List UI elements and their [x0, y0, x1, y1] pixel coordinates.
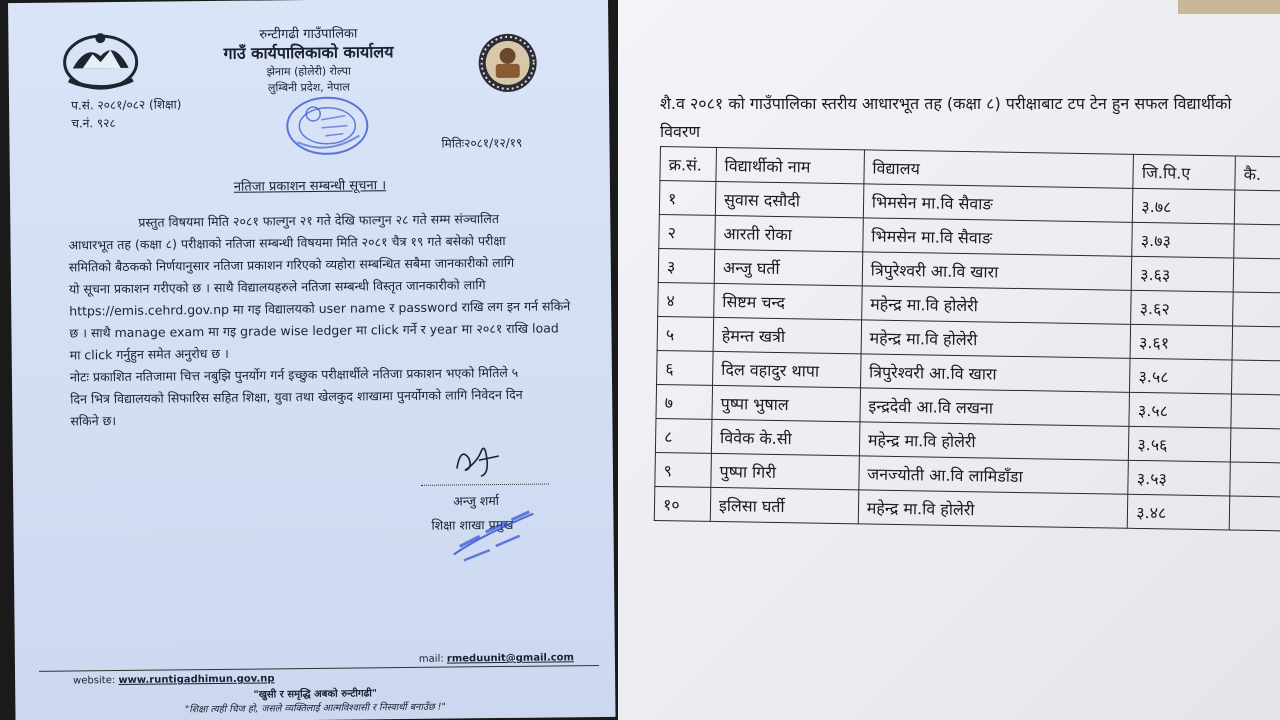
cell-school: जनज्योती आ.वि लामिडाँडा	[859, 456, 1129, 494]
dispatch-number: च.नं. ९२८	[71, 116, 116, 131]
footer-mail: mail: rmeduunit@gmail.com	[418, 652, 575, 665]
cell-serial: ९	[655, 452, 712, 487]
cell-gpa: ३.५६	[1129, 426, 1231, 462]
signature-stamp-icon	[449, 506, 538, 563]
cell-gpa: ३.५८	[1130, 358, 1232, 394]
cell-remarks	[1229, 496, 1280, 531]
reference-number: प.सं. २०८१/०८२ (शिक्षा)	[71, 97, 182, 113]
cell-school: इन्द्रदेवी आ.वि लखना	[860, 388, 1130, 426]
cell-name: दिल वहादुर थापा	[713, 351, 861, 387]
cell-serial: ८	[655, 418, 712, 453]
cell-remarks	[1230, 428, 1280, 463]
signer-title: शिक्षा शाखा प्रमुख	[431, 516, 514, 533]
cell-serial: ५	[657, 316, 714, 351]
body-line: छ । साथै manage exam मा गइ grade wise ledger मा click गर्ने र year मा २०८१ राखि load	[69, 320, 559, 341]
office-stamp-icon	[277, 91, 378, 162]
cell-serial: ६	[657, 350, 714, 385]
results-page	[618, 0, 1280, 720]
results-table	[654, 146, 1280, 532]
cell-name: विवेक के.सी	[711, 419, 859, 455]
cell-school: भिमसेन मा.वि सैवाङ	[863, 184, 1133, 222]
footer-website: website: www.runtigadhimun.gov.np	[73, 673, 275, 687]
results-table-wrapper	[654, 146, 1280, 532]
header-remarks: कै.	[1235, 156, 1280, 191]
body-line: आधारभूत तह (कक्षा ८) परीक्षाको नतिजा सम्बन्धी विषयमा मिति २०८१ चैत्र १९ गते बसेको परीक्षा	[68, 232, 506, 253]
background-strip	[1178, 0, 1280, 14]
cell-remarks	[1233, 292, 1280, 327]
cell-name: अन्जु घर्ती	[714, 249, 862, 285]
cell-name: सिष्टम चन्द	[714, 283, 862, 319]
body-line: यो सूचना प्रकाशन गरीएको छ । साथै विद्यालयहरुले नतिजा सम्बन्धी विस्तृत जानकारीको लागि	[68, 277, 486, 297]
signer-name: अन्जु शर्मा	[453, 493, 500, 509]
cell-remarks	[1234, 190, 1280, 225]
cell-school: महेन्द्र मा.वि होलेरी	[861, 320, 1131, 358]
cell-serial: १	[659, 181, 716, 216]
cell-gpa: ३.७८	[1133, 188, 1235, 224]
body-line: नोटः प्रकाशित नतिजामा चित्त नबुझि पुनर्योग गर्न इच्छुक परीक्षार्थीले नतिजा प्रकाशन भएको मितिले ५	[69, 364, 519, 385]
cell-name: हेमन्त खत्री	[713, 317, 861, 353]
cell-school: त्रिपुरेश्वरी आ.वि खारा	[862, 252, 1132, 290]
address-line-2: लुम्बिनी प्रदेश, नेपाल	[267, 80, 350, 95]
notice-subject: नतिजा प्रकाशन सम्बन्धी सूचना ।	[233, 178, 387, 195]
cell-school: भिमसेन मा.वि सैवाङ	[863, 218, 1133, 256]
cell-name: पुष्पा गिरी	[711, 453, 859, 489]
body-line: सकिने छ।	[70, 413, 117, 429]
cell-remarks	[1232, 360, 1280, 395]
mail-link[interactable]: rmeduunit@gmail.com	[446, 652, 575, 665]
footer-slogan: "खुसी र समृद्धि अबको रुन्टीगढी"	[253, 688, 378, 701]
cell-serial: २	[659, 214, 716, 249]
cell-school: महेन्द्र मा.वि होलेरी	[861, 286, 1131, 324]
results-heading: शै.व २०८१ को गाउँपालिका स्तरीय आधारभूत तह (कक्षा ८) परीक्षाबाट टप टेन हुन सफल विद्यार्थीको	[660, 94, 1232, 113]
municipality-name: रुन्टीगढी गाउँपालिका	[259, 26, 358, 43]
office-name: गाउँ कार्यपालिकाको कार्यालय	[223, 42, 394, 63]
cell-gpa: ३.५३	[1128, 460, 1230, 496]
signature-icon	[451, 438, 503, 481]
website-link[interactable]: www.runtigadhimun.gov.np	[118, 673, 275, 687]
cell-gpa: ३.५८	[1129, 392, 1231, 428]
header-school: विद्यालय	[864, 150, 1134, 188]
body-line: दिन भित्र विद्यालयको सिफारिस सहित शिक्षा, युवा तथा खेलकुद शाखामा पुनर्योगको लागि निवेदन दिन	[70, 386, 523, 407]
cell-name: पुष्पा भुषाल	[712, 385, 860, 421]
cell-serial: ३	[658, 248, 715, 283]
cell-name: आरती रोका	[715, 215, 863, 251]
cell-school: महेन्द्र मा.वि होलेरी	[858, 490, 1128, 528]
header-gpa: जि.पि.ए	[1133, 154, 1235, 190]
results-heading-continued: विवरण	[660, 122, 701, 141]
cell-gpa: ३.७३	[1132, 222, 1234, 258]
cell-school: महेन्द्र मा.वि होलेरी	[859, 422, 1129, 460]
footer-quote: "शिक्षा त्यही चिज हो, जसले व्यक्तिलाई आत्मविश्वासी र निस्वार्थी बनाउँछ !"	[184, 701, 447, 716]
cell-serial: १०	[654, 486, 711, 521]
notice-page	[8, 0, 616, 720]
notice-date: मितिः२०८१/१२/१९	[441, 135, 523, 151]
address-line-1: झेनाम (होलेरी) रोल्पा	[266, 64, 351, 79]
cell-name: सुवास दसौदी	[715, 181, 863, 217]
cell-serial: ४	[658, 282, 715, 317]
cell-name: इलिसा घर्ती	[710, 487, 858, 523]
cell-gpa: ३.६२	[1131, 290, 1233, 326]
body-line: https://emis.cehrd.gov.np मा गइ विद्यालयको user name र password राखि लग इन गर्न सकिने	[69, 298, 571, 319]
cell-gpa: ३.६३	[1131, 256, 1233, 292]
body-line: मा click गर्नुहुन समेत अनुरोध छ ।	[69, 345, 229, 363]
cell-remarks	[1231, 394, 1280, 429]
cell-serial: ७	[656, 384, 713, 419]
cell-school: त्रिपुरेश्वरी आ.वि खारा	[860, 354, 1130, 392]
cell-remarks	[1234, 224, 1280, 259]
signature-line	[421, 484, 549, 486]
footer-divider	[39, 665, 599, 672]
notice-body	[68, 207, 590, 432]
cell-remarks	[1233, 258, 1280, 293]
cell-remarks	[1232, 326, 1280, 361]
cell-gpa: ३.६१	[1130, 324, 1232, 360]
body-line: प्रस्तुत विषयमा मिति २०८१ फाल्गुन २१ गते देखि फाल्गुन २८ गते सम्म संञ्चालित	[138, 211, 500, 230]
header-serial: क्र.सं.	[660, 147, 717, 182]
header-student-name: विद्यार्थीको नाम	[716, 147, 864, 183]
cell-remarks	[1230, 462, 1280, 497]
body-line: समितिको बैठकको निर्णयानुसार नतिजा प्रकाशन गरिएको व्यहोरा सम्बन्धित सबैमा जानकारीको लागि	[68, 254, 515, 275]
cell-gpa: ३.४८	[1128, 494, 1230, 530]
